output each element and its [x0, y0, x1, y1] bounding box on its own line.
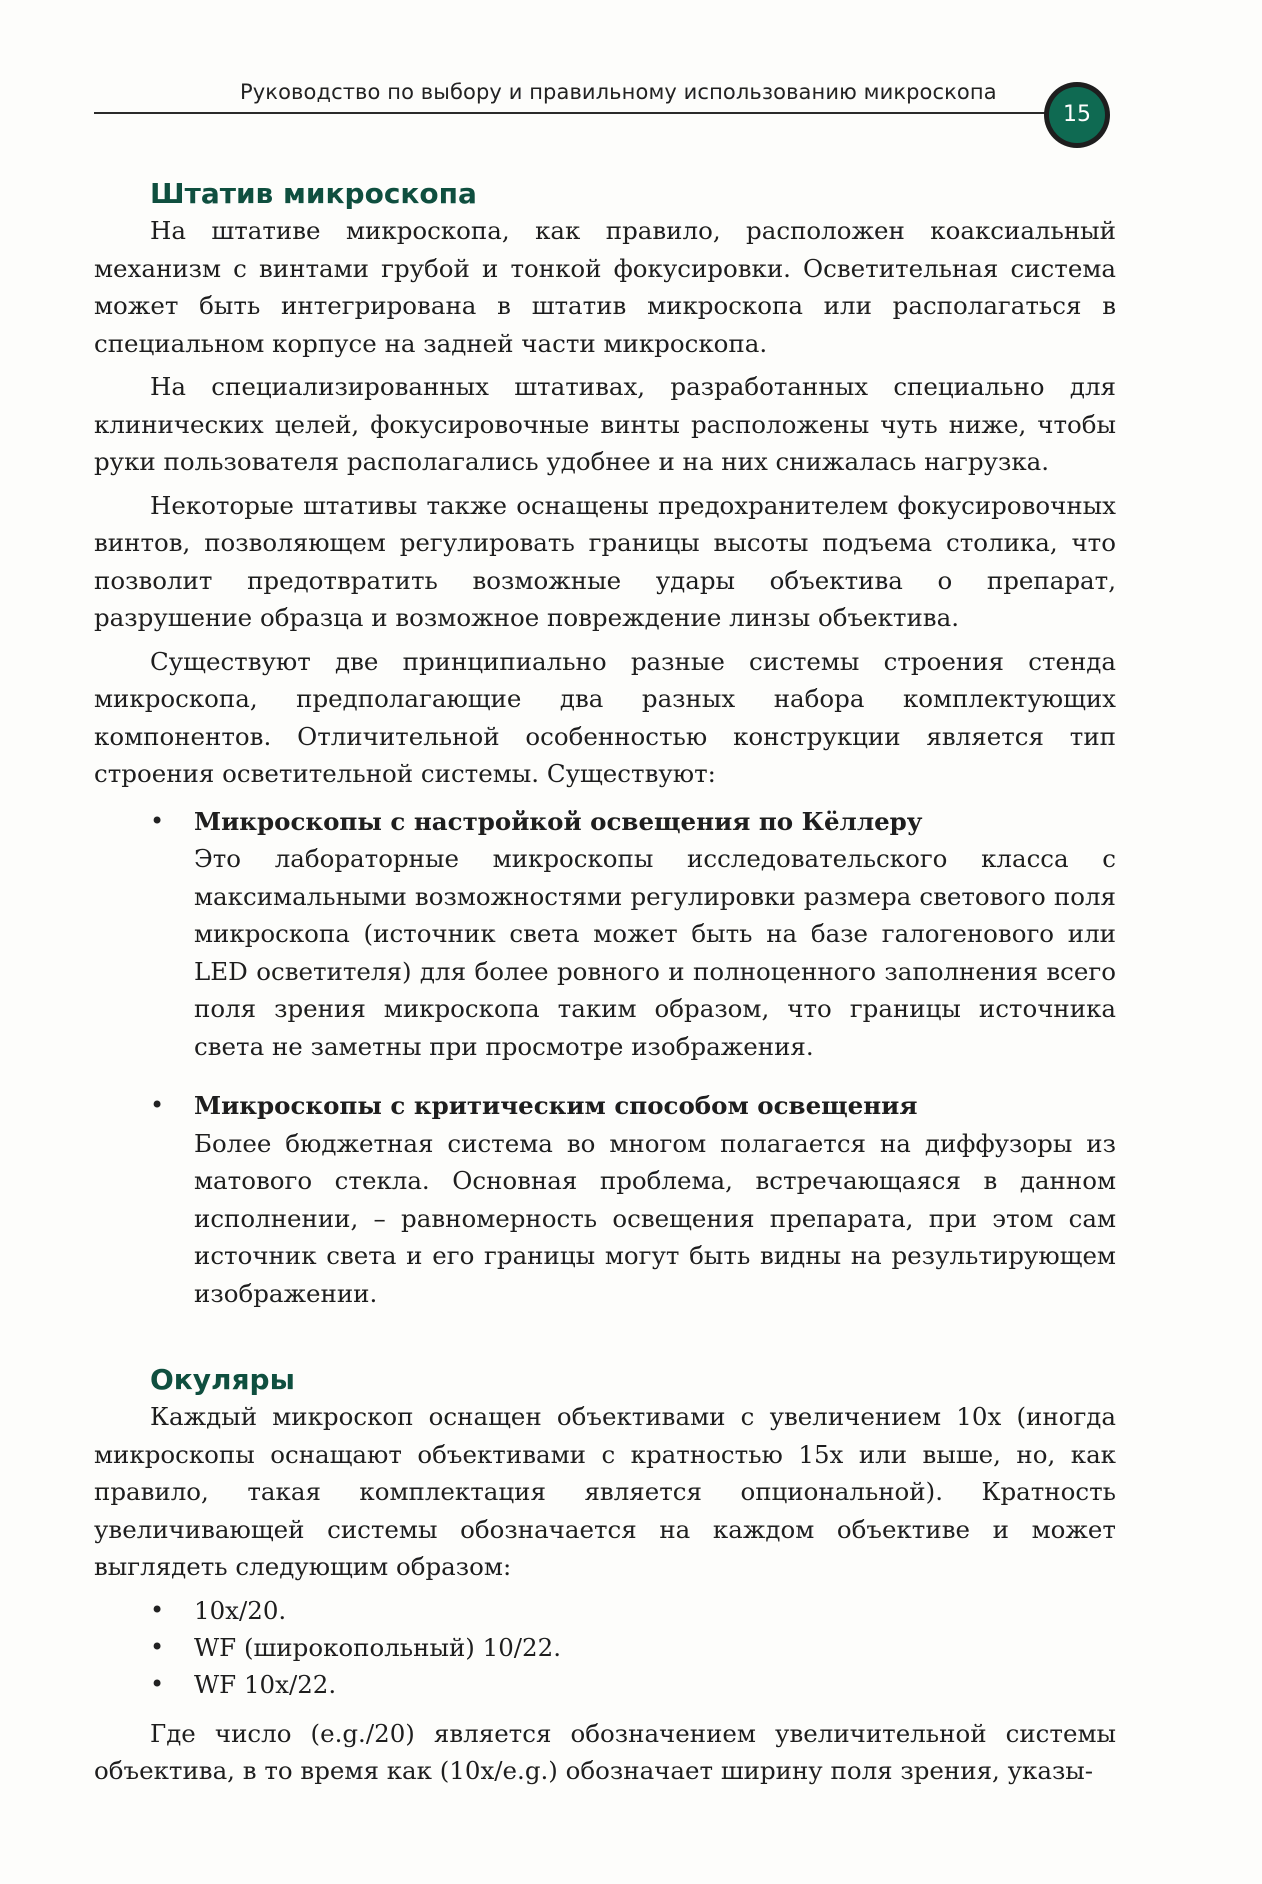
list-item [94, 1629, 1116, 1666]
running-header: Руководство по выбору и правильному использованию микроскопа [240, 80, 997, 104]
list-item [94, 1087, 1116, 1312]
page-content [94, 176, 1116, 1796]
list-item-text: WF 10x/22. [194, 1669, 337, 1699]
list-item [94, 803, 1116, 1066]
paragraph: На штативе микроскопа, как правило, расположен коаксиальный механизм с винтами грубой и тонкой фокусировки. Осветительная система может быть интегрирована в штатив микроскопа или располагаться в специальном корпусе на задней части микроскопа. [94, 216, 1116, 358]
bullet-icon: • [150, 1091, 165, 1119]
list-item-text: 10x/20. [194, 1595, 287, 1625]
list-item-title: Микроскопы с критическим способом освещения [194, 1091, 918, 1120]
paragraph: Некоторые штативы также оснащены предохранителем фокусировочных винтов, позволяющем регулировать границы высоты подъема столика, что позволит предотвратить возможные удары объектива о препарат, разрушение образца и возможное повреждение линзы объектива. [94, 490, 1116, 632]
bullet-icon: • [150, 1669, 165, 1698]
bullet-icon: • [150, 1632, 165, 1661]
page-number: 15 [1049, 87, 1105, 143]
bullet-icon: • [150, 806, 165, 835]
list-item-text: Более бюджетная система во многом полагается на диффузоры из матового стекла. Основная проблема, встречающаяся в данном исполнении, – равномерность освещения препарата, при этом сам источник света и его границы могут быть видны на результирующем изображении. [194, 1128, 1116, 1308]
list-item [94, 1666, 1116, 1703]
paragraph: Каждый микроскоп оснащен объективами с увеличением 10х (иногда микроскопы оснащают объективами с кратностью 15х или выше, но, как правило, такая комплектация является опциональной). Кратность увеличивающей системы обозначается на каждом объективе и может выглядеть следующим образом: [94, 1402, 1116, 1581]
list-item-title: Микроскопы с настройкой освещения по Кёллеру [194, 806, 923, 836]
illumination-types-list [94, 803, 1116, 1313]
paragraph: На специализированных штативах, разработанных специально для клинических целей, фокусировочные винты расположены чуть ниже, чтобы руки пользователя располагались удобнее и на них снижалась нагрузка. [94, 372, 1116, 476]
paragraph: Существуют две принципиально разные системы строения стенда микроскопа, предполагающие два разных набора комплектующих компонентов. Отличительной особенностью конструкции является тип строения осветительной системы. Существуют: [94, 646, 1116, 788]
paragraph: Где число (e.g./20) является обозначением увеличительной системы объектива, в то время как (10x/e.g.) обозначает ширину поля зрения, указы- [94, 1718, 1116, 1785]
section-heading-stand: Штатив микроскопа [150, 177, 477, 210]
section-spacer [94, 1334, 1116, 1362]
list-item-text: WF (широкопольный) 10/22. [194, 1632, 562, 1662]
list-item-text: Это лабораторные микроскопы исследовательского класса с максимальными возможностями регулировки размера светового поля микроскопа (источник света может быть на базе галогенового или LED осветителя) для более ровного и полноценного заполнения всего поля зрения микроскопа таким образом, что границы источника света не заметны при просмотре изображения. [194, 844, 1116, 1061]
list-item [94, 1592, 1116, 1629]
bullet-icon: • [150, 1595, 165, 1624]
page-number-badge [1044, 82, 1110, 148]
magnification-list [94, 1592, 1116, 1703]
header-rule [94, 112, 1054, 114]
section-heading-eyepieces: Окуляры [150, 1363, 295, 1396]
